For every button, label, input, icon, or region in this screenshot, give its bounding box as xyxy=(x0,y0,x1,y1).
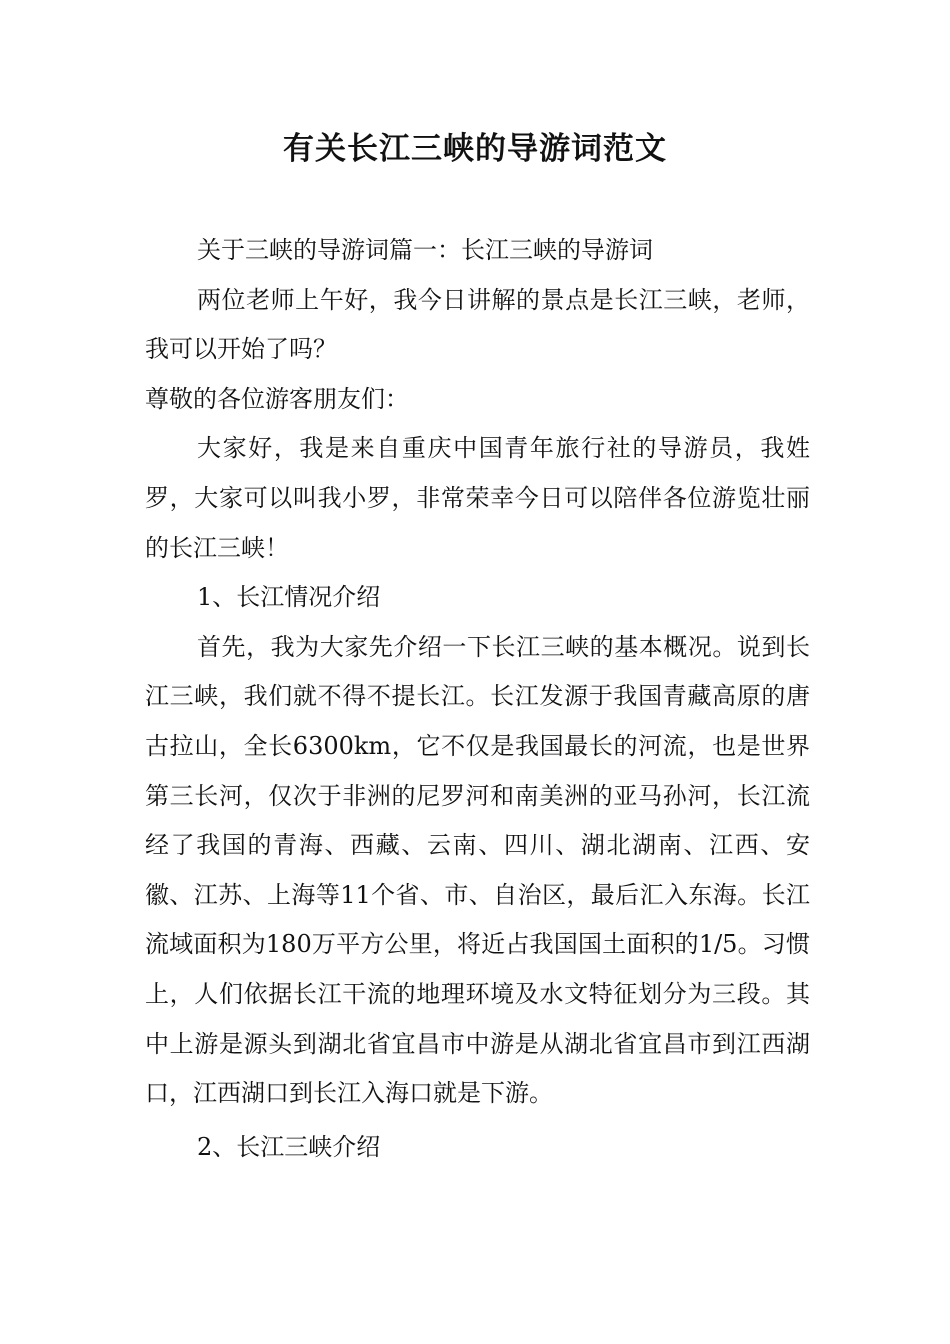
document-title: 有关长江三峡的导游词范文 xyxy=(283,131,667,167)
paragraph-salutation: 尊敬的各位游客朋友们： xyxy=(145,384,409,413)
paragraph-greeting-teachers: 两位老师上午好，我今日讲解的景点是长江三峡，老师，我可以开始了吗？ xyxy=(145,285,810,364)
paragraph-self-introduction: 大家好，我是来自重庆中国青年旅行社的导游员，我姓罗，大家可以叫我小罗，非常荣幸今日可以陪伴各位游览壮丽的长江三峡！ xyxy=(145,434,810,562)
document-body xyxy=(145,226,810,1172)
subheading-three-gorges: 2、长江三峡介绍 xyxy=(197,1132,381,1161)
subheading-yangtze-overview: 1、长江情况介绍 xyxy=(197,583,381,612)
paragraph-section-heading: 关于三峡的导游词篇一：长江三峡的导游词 xyxy=(197,236,653,264)
paragraph-yangtze-overview: 首先，我为大家先介绍一下长江三峡的基本概况。说到长江三峡，我们就不得不提长江。长江发源于我国青藏高原的唐古拉山，全长6300km，它不仅是我国最长的河流，也是世界第三长河，仅次于非洲的尼罗河和南美洲的亚马孙河，长江流经了我国的青海、西藏、云南、四川、湖北湖南、江西、安徽、江苏、上海等11个省、市、自治区，最后汇入东海。长江流域面积为180万平方公里，将近占我国国土面积的1/5。习惯上，人们依据长江干流的地理环境及水文特征划分为三段。其中上游是源头到湖北省宜昌市中游是从湖北省宜昌市到江西湖口，江西湖口到长江入海口就是下游。 xyxy=(145,632,810,1108)
